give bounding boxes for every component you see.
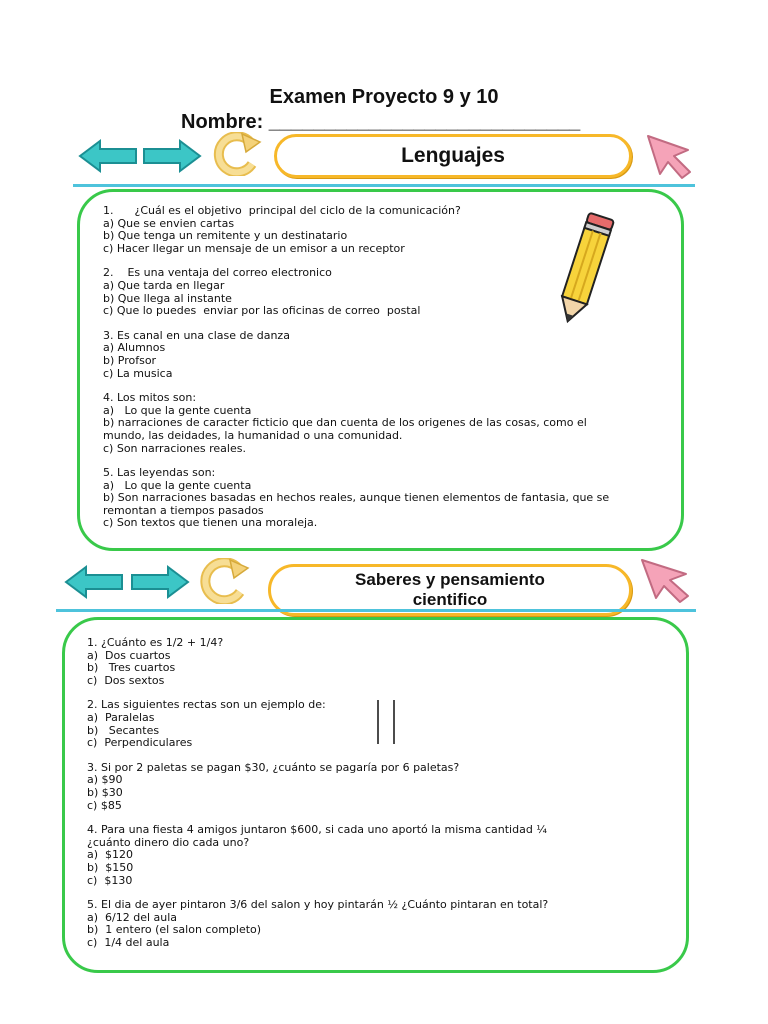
option: b) Secantes xyxy=(87,723,160,737)
cursor-arrow-icon xyxy=(644,132,696,180)
option: b) $150 xyxy=(87,860,134,874)
option: c) Son textos que tienen una moraleja. xyxy=(103,516,318,530)
option: c) $85 xyxy=(87,798,122,812)
question-5: 5. Las leyendas son: xyxy=(103,466,216,480)
option: c) Dos sextos xyxy=(87,673,165,687)
question-5: 5. El dia de ayer pintaron 3/6 del salon y hoy pintarán ½ ¿Cuánto pintaran en total? xyxy=(87,898,549,912)
refresh-icon xyxy=(204,132,264,176)
arrow-right-icon xyxy=(128,564,190,600)
divider-1 xyxy=(73,184,695,187)
option: a) $120 xyxy=(87,848,134,862)
question-1: 1. ¿Cuál es el objetivo principal del ciclo de la comunicación? xyxy=(103,204,461,217)
option: b) Profsor xyxy=(103,353,157,367)
arrow-left-icon xyxy=(64,564,126,600)
name-field-label: Nombre: ____________________________ xyxy=(181,111,581,133)
exam-title: Examen Proyecto 9 y 10 xyxy=(269,86,499,108)
option: a) Que se envien cartas xyxy=(103,216,235,230)
question-3: 3. Es canal en una clase de danza xyxy=(103,328,290,342)
option: remontan a tiempos pasados xyxy=(103,503,264,517)
question-2: 2. Las siguientes rectas son un ejemplo de: xyxy=(87,698,326,712)
option: c) Hacer llegar un mensaje de un emisor a un receptor xyxy=(103,241,405,255)
option: a) Paralelas xyxy=(87,710,155,724)
option: a) $90 xyxy=(87,773,123,787)
question-3: 3. Si por 2 paletas se pagan $30, ¿cuánto se pagaría por 6 paletas? xyxy=(87,760,460,774)
pencil-icon xyxy=(550,206,620,331)
question-4: 4. Para una fiesta 4 amigos juntaron $600, si cada uno aportó la misma cantidad ¼ xyxy=(87,823,547,837)
option: a) Alumnos xyxy=(103,341,166,355)
arrow-left-icon xyxy=(78,138,140,174)
option: a) Lo que la gente cuenta xyxy=(103,478,252,492)
option: b) Que tenga un remitente y un destinatario xyxy=(103,229,348,243)
option: c) 1/4 del aula xyxy=(87,935,170,949)
option: c) $130 xyxy=(87,873,133,887)
cursor-arrow-icon xyxy=(638,556,698,604)
option: a) Lo que la gente cuenta xyxy=(103,403,252,417)
section-heading-lenguajes: Lenguajes xyxy=(274,134,632,178)
nav-strip-2 xyxy=(78,556,708,609)
option: c) Que lo puedes enviar por las oficinas de correo postal xyxy=(103,304,421,318)
question-2: 2. Es una ventaja del correo electronico xyxy=(103,266,332,280)
divider-2 xyxy=(56,609,696,612)
option: ¿cuánto dinero dio cada uno? xyxy=(87,835,250,849)
question-4: 4. Los mitos son: xyxy=(103,391,197,405)
question-1: 1. ¿Cuánto es 1/2 + 1/4? xyxy=(87,636,224,649)
section-heading-saberes: Saberes y pensamiento cientifico xyxy=(268,564,632,616)
option: a) Dos cuartos xyxy=(87,648,171,662)
parallel-lines-figure xyxy=(372,698,402,746)
option: b) $30 xyxy=(87,785,123,799)
option: c) La musica xyxy=(103,366,173,380)
option: b) Tres cuartos xyxy=(87,661,176,675)
saberes-questions xyxy=(87,637,548,949)
refresh-icon xyxy=(192,558,252,604)
option: c) Son narraciones reales. xyxy=(103,441,246,455)
nav-strip-1 xyxy=(78,132,708,180)
option: b) Que llega al instante xyxy=(103,291,232,305)
arrow-right-icon xyxy=(140,138,202,174)
option: c) Perpendiculares xyxy=(87,736,193,750)
lenguajes-questions xyxy=(103,205,609,530)
option: b) narraciones de caracter ficticio que dan cuenta de los origenes de las cosas, como el xyxy=(103,416,587,430)
option: a) Que tarda en llegar xyxy=(103,278,225,292)
option: a) 6/12 del aula xyxy=(87,910,178,924)
option: b) 1 entero (el salon completo) xyxy=(87,923,262,937)
option: mundo, las deidades, la humanidad o una comunidad. xyxy=(103,428,403,442)
option: b) Son narraciones basadas en hechos reales, aunque tienen elementos de fantasia, que se xyxy=(103,491,610,505)
